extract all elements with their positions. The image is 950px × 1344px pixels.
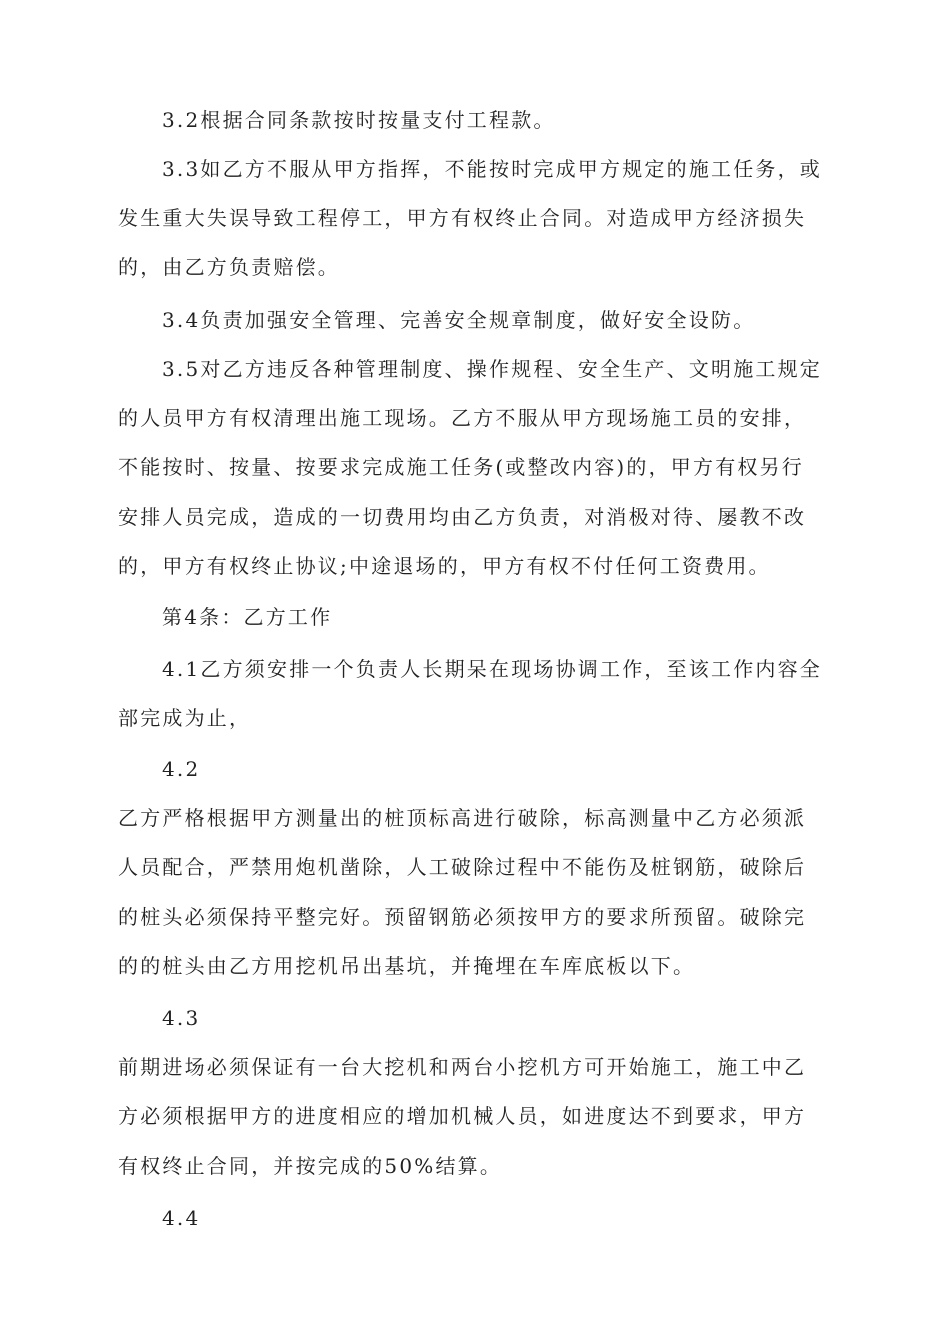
clause-4-2-number: 4.2: [162, 757, 201, 781]
clause-3-5-line-4: 安排人员完成，造成的一切费用均由乙方负责，对消极对待、屡教不改: [118, 505, 807, 529]
clause-4-2-line-1: 乙方严格根据甲方测量出的桩顶标高进行破除，标高测量中乙方必须派: [118, 806, 807, 830]
clause-4-3-line-1: 前期进场必须保证有一台大挖机和两台小挖机方可开始施工，施工中乙: [118, 1055, 807, 1079]
clause-4-1-line-2: 部完成为止，: [118, 706, 252, 730]
clause-4-2-line-4: 的的桩头由乙方用挖机吊出基坑，并掩埋在车库底板以下。: [118, 954, 696, 978]
clause-3-4-line: 3.4负责加强安全管理、完善安全规章制度，做好安全设防。: [162, 308, 756, 332]
clause-4-4-number: 4.4: [162, 1206, 201, 1230]
clause-3-2-line: 3.2根据合同条款按时按量支付工程款。: [162, 108, 556, 132]
clause-3-3-line-1: 3.3如乙方不服从甲方指挥，不能按时完成甲方规定的施工任务，或: [162, 157, 823, 181]
clause-3-5-line-5: 的，甲方有权终止协议;中途退场的，甲方有权不付任何工资费用。: [118, 554, 771, 578]
clause-4-3-number: 4.3: [162, 1006, 201, 1030]
clause-4-2-line-3: 的桩头必须保持平整完好。预留钢筋必须按甲方的要求所预留。破除完: [118, 905, 807, 929]
clause-3-5-line-2: 的人员甲方有权清理出施工现场。乙方不服从甲方现场施工员的安排，: [118, 406, 807, 430]
clause-3-5-line-3: 不能按时、按量、按要求完成施工任务(或整改内容)的，甲方有权另行: [118, 455, 805, 479]
clause-4-3-line-2: 方必须根据甲方的进度相应的增加机械人员，如进度达不到要求，甲方: [118, 1104, 807, 1128]
clause-4-3-line-3: 有权终止合同，并按完成的50%结算。: [118, 1154, 503, 1178]
clause-3-5-line-1: 3.5对乙方违反各种管理制度、操作规程、安全生产、文明施工规定: [162, 357, 823, 381]
clause-3-3-line-2: 发生重大失误导致工程停工，甲方有权终止合同。对造成甲方经济损失: [118, 206, 807, 230]
section-heading: 第4条：乙方工作: [162, 605, 333, 629]
clause-4-1-line-1: 4.1乙方须安排一个负责人长期呆在现场协调工作，至该工作内容全: [162, 657, 823, 681]
clause-3-3-line-3: 的，由乙方负责赔偿。: [118, 255, 340, 279]
clause-4-2-line-2: 人员配合，严禁用炮机凿除，人工破除过程中不能伤及桩钢筋，破除后: [118, 855, 807, 879]
